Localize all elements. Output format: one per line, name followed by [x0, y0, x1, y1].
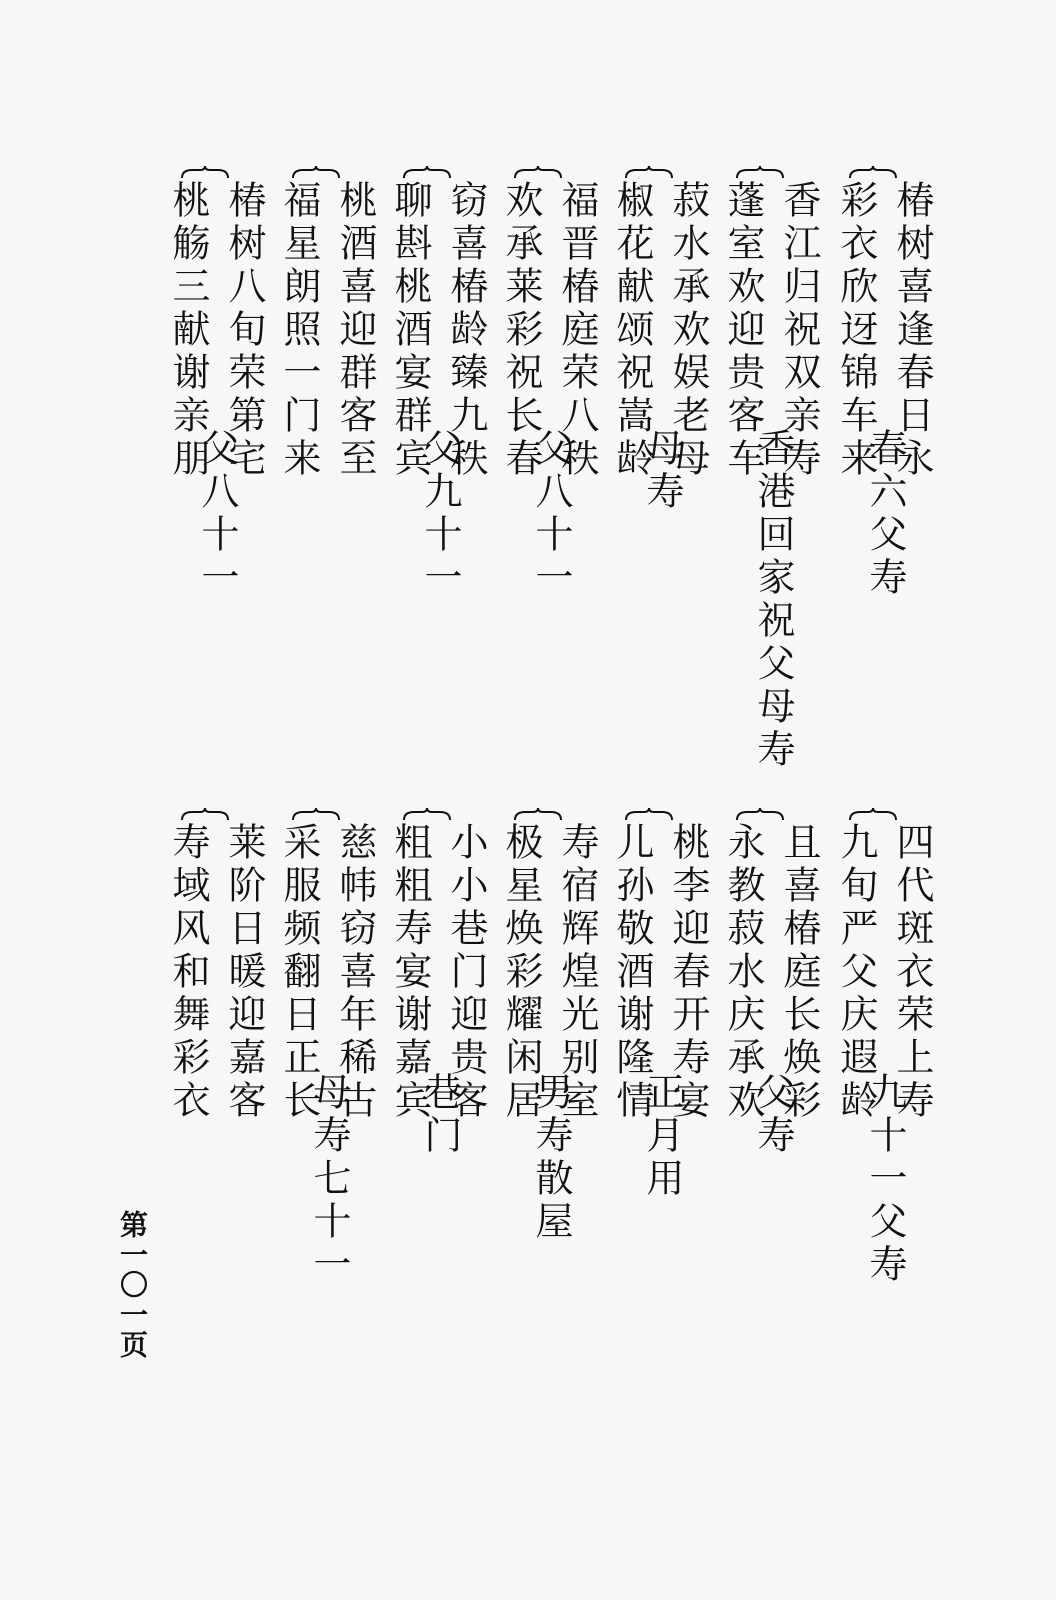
brace-mark: [180, 808, 230, 822]
couplet-line-2: 桃觞三献谢亲朋: [166, 180, 210, 481]
brace-mark: [735, 808, 785, 822]
brace-mark: [513, 166, 563, 180]
couplet-line-1: 四代斑衣荣上寿: [890, 822, 934, 1123]
couplet-note: 母寿: [640, 428, 684, 514]
couplet-note: 父八十一: [195, 428, 239, 600]
couplet-line-2: 寿域风和舞彩衣: [166, 822, 210, 1123]
couplet-line-2: 欢承莱彩祝长春: [499, 180, 543, 481]
couplet-note: 父八十一: [529, 428, 573, 600]
couplet-line-1: 椿树喜逢春日永: [890, 180, 934, 481]
couplet-line-1: 桃李迎春开寿宴: [666, 822, 710, 1123]
couplet-line-2: 彩衣欣迓锦车来: [834, 180, 878, 481]
brace-mark: [291, 808, 341, 822]
couplet-line-1: 窃喜椿龄臻九秩: [444, 180, 488, 481]
couplet-line-1: 莱阶日暖迎嘉客: [222, 822, 266, 1123]
couplet-line-2: 儿孙敬酒谢隆情: [610, 822, 654, 1123]
couplet-line-1: 且喜椿庭长焕彩: [777, 822, 821, 1123]
couplet-line-1: 桃酒喜迎群客至: [333, 180, 377, 481]
couplet-note: 春六父寿: [863, 428, 907, 600]
couplet-note: 正月用: [640, 1072, 684, 1201]
couplet-note: 九十一父寿: [863, 1072, 907, 1287]
couplet-line-1: 香江归祝双亲寿: [777, 180, 821, 481]
brace-mark: [291, 166, 341, 180]
couplet-note: 母寿七十一: [307, 1072, 351, 1287]
brace-mark: [624, 808, 674, 822]
brace-mark: [848, 166, 898, 180]
couplet-line-2: 粗粗寿宴谢嘉宾: [388, 822, 432, 1123]
couplet-line-2: 椒花献颂祝嵩龄: [610, 180, 654, 481]
couplet-note: 香港回家祝父母寿: [751, 428, 795, 772]
couplet-line-1: 椿树八旬荣第宅: [222, 180, 266, 481]
brace-mark: [848, 808, 898, 822]
couplet-note: 父寿: [751, 1072, 795, 1158]
couplet-line-1: 寿宿辉煌光别室: [555, 822, 599, 1123]
brace-mark: [735, 166, 785, 180]
couplet-line-2: 永教菽水庆承欢: [721, 822, 765, 1123]
couplet-note: 巷门: [418, 1072, 462, 1158]
couplet-line-2: 聊斟桃酒宴群宾: [388, 180, 432, 481]
brace-mark: [513, 808, 563, 822]
page-number: 第一〇一页: [116, 1210, 149, 1360]
couplet-note: 男寿散屋: [529, 1072, 573, 1244]
couplet-line-1: 慈帏窃喜年稀古: [333, 822, 377, 1123]
brace-mark: [402, 808, 452, 822]
couplet-line-2: 蓬室欢迎贵客车: [721, 180, 765, 481]
brace-mark: [402, 166, 452, 180]
couplet-line-1: 菽水承欢娱老母: [666, 180, 710, 481]
couplet-line-1: 福晋椿庭荣八秩: [555, 180, 599, 481]
couplet-line-1: 小小巷门迎贵客: [444, 822, 488, 1123]
couplet-line-2: 极星焕彩耀闲居: [499, 822, 543, 1123]
brace-mark: [180, 166, 230, 180]
couplet-line-2: 采服频翻日正长: [277, 822, 321, 1123]
brace-mark: [624, 166, 674, 180]
couplet-line-2: 九旬严父庆遐龄: [834, 822, 878, 1123]
couplet-line-2: 福星朗照一门来: [277, 180, 321, 481]
couplet-note: 父九十一: [418, 428, 462, 600]
